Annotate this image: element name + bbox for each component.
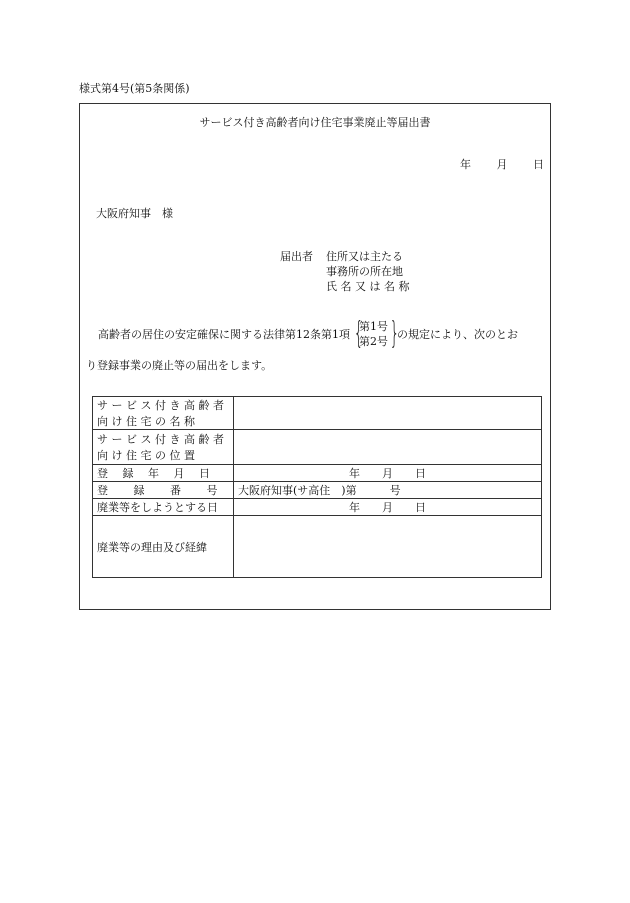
addressee: 大阪府知事 様 [96,207,173,220]
closure-date-field[interactable]: 年 月 日 [234,499,542,516]
housing-location-label: サ ー ビ ス 付 き 高 齢 者 向 け 住 宅 の 位 置 [93,430,234,465]
item-choice [352,316,400,351]
date-year: 年 [460,158,471,171]
closure-reason-field[interactable] [234,516,542,578]
housing-location-field[interactable] [234,430,542,465]
option-item-2: 第2号 [359,335,388,348]
closure-date-label: 廃業等をしようとする日 [93,499,234,516]
notifier-label: 届出者 [280,250,313,263]
notifier-address-label: 住所又は主たる [326,250,403,263]
right-brace-icon: } [389,316,400,351]
form-frame [79,103,551,610]
table-row [93,482,542,499]
table-row [93,430,542,465]
table-row [93,516,542,578]
form-title: サービス付き高齢者向け住宅事業廃止等届出書 [199,116,431,129]
notifier-block [280,249,409,294]
date-month: 月 [496,158,508,171]
registration-date-label: 登 録 年 月 日 [93,465,234,482]
body-prefix: 高齢者の居住の安定確保に関する法律第12条第1項 [98,328,350,341]
table-row [93,499,542,516]
notifier-name-label: 氏 名 又 は 名 称 [326,280,410,293]
body-suffix: の規定により、次のとお [397,328,518,341]
registration-date-field[interactable]: 年 月 日 [234,465,542,482]
closure-reason-label: 廃業等の理由及び経緯 [93,516,234,578]
registration-info-table [92,396,542,578]
date-day: 日 [533,158,544,171]
option-item-1: 第1号 [359,320,388,333]
submission-date [460,156,544,172]
table-row [93,397,542,430]
left-brace-icon: { [353,316,364,351]
housing-name-label: サ ー ビ ス 付 き 高 齢 者 向 け 住 宅 の 名 称 [93,397,234,430]
form-number-label: 様式第4号(第5条関係) [79,82,190,95]
body-line-2: り登録事業の廃止等の届出をします。 [86,359,273,372]
table-row [93,465,542,482]
registration-number-field[interactable]: 大阪府知事(サ高住 )第 号 [234,482,542,499]
notifier-office-label: 事務所の所在地 [326,265,403,278]
housing-name-field[interactable] [234,397,542,430]
body-line-1 [98,316,566,351]
registration-number-label: 登 録 番 号 [93,482,234,499]
